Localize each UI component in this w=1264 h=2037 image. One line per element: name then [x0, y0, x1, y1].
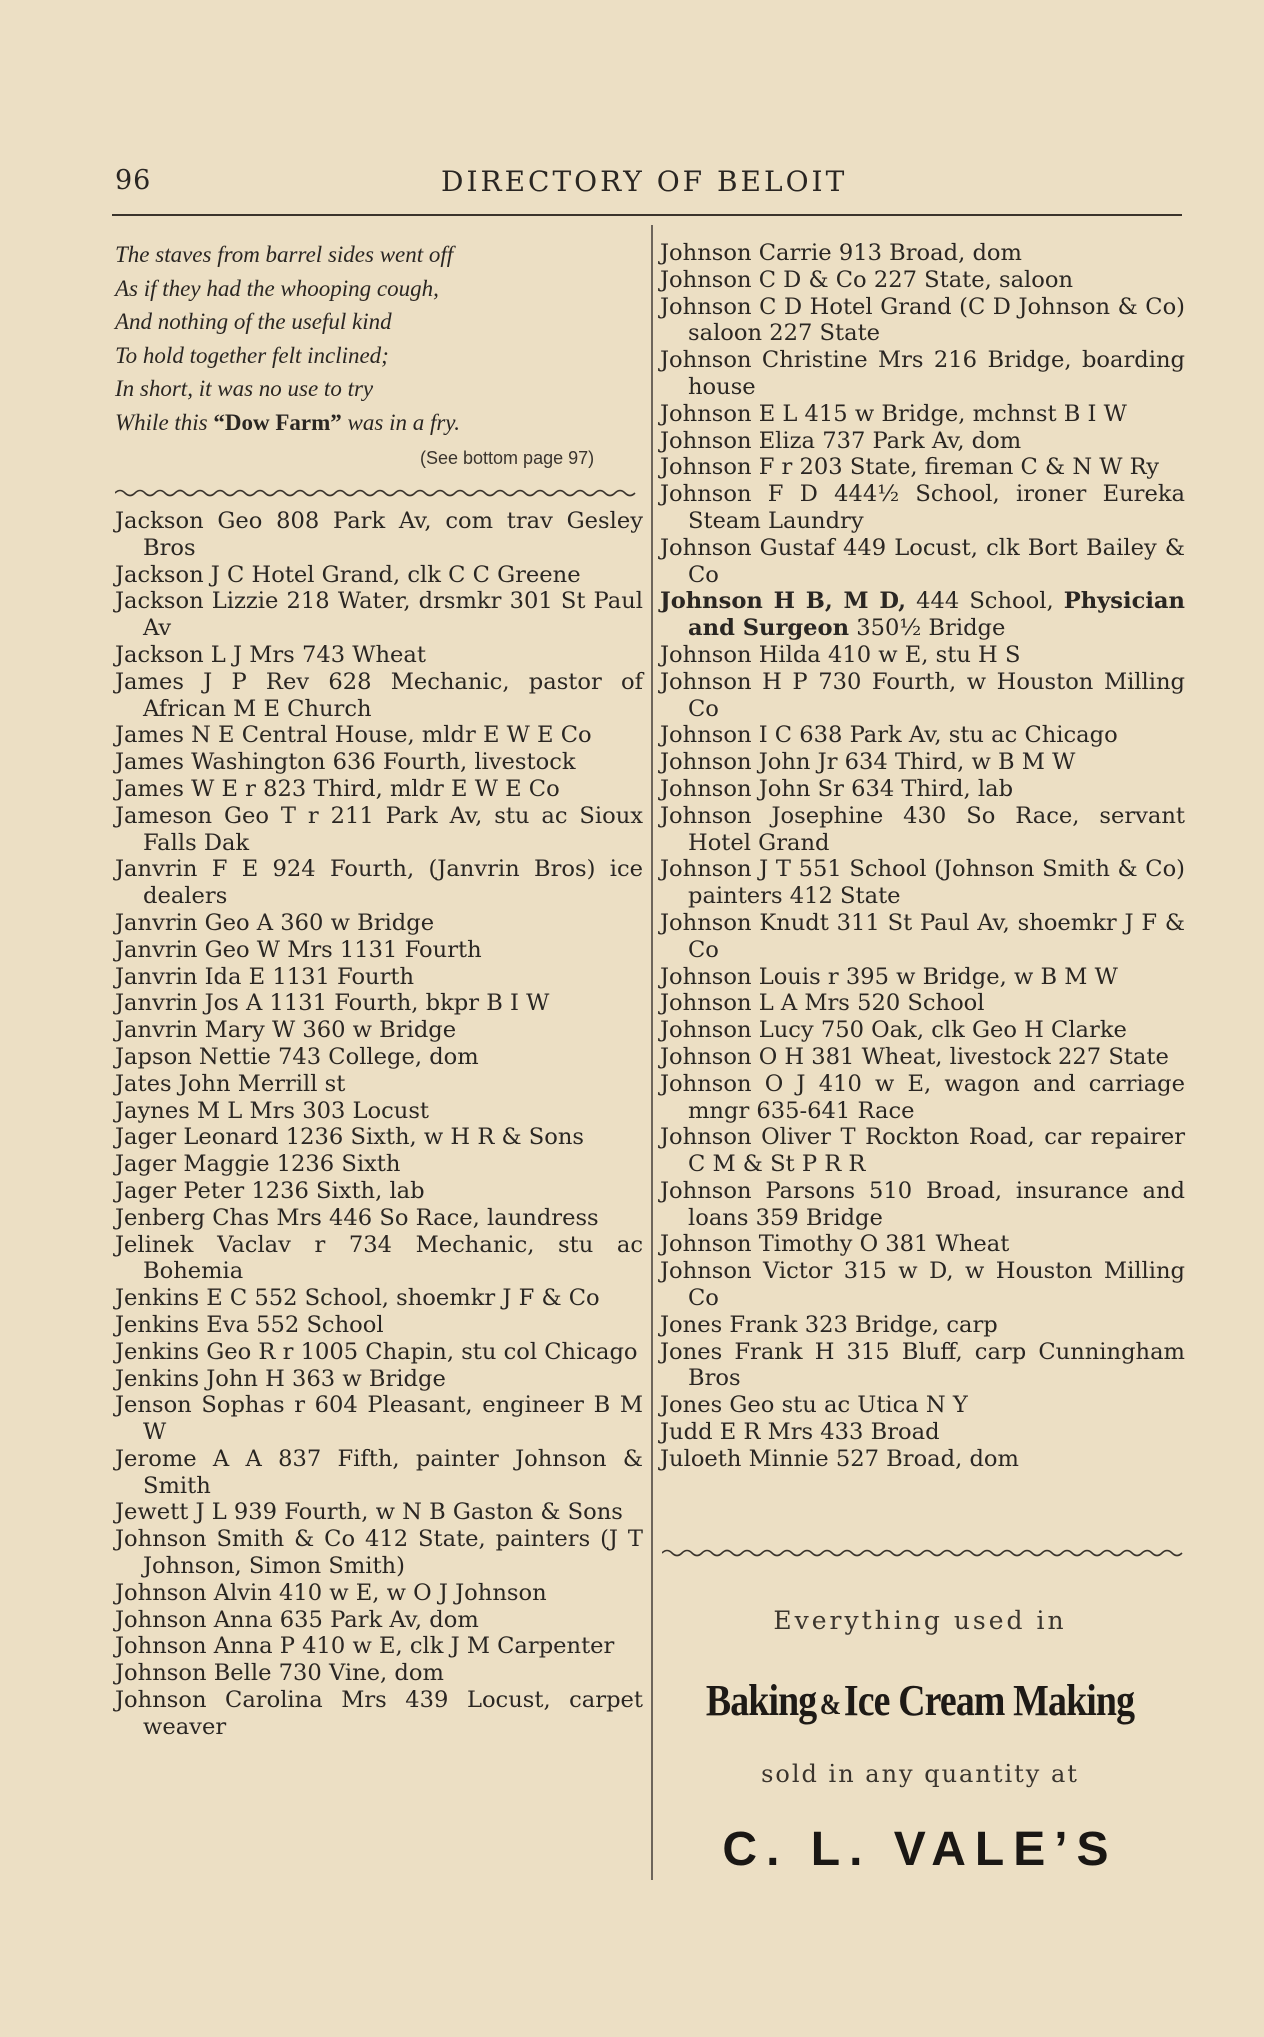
right-column: [660, 240, 1185, 1473]
page-header: [115, 165, 1185, 205]
poem-last-suffix: was in a fry.: [347, 409, 460, 435]
directory-entry: Johnson Parsons 510 Broad, insurance and loans 359 Bridge: [660, 1177, 1185, 1231]
page-title: DIRECTORY OF BELOIT: [441, 165, 848, 198]
ad-ice-cream-text: Ice Cream Making: [843, 1676, 1135, 1725]
directory-entry: Jackson Geo 808 Park Av, com trav Gesley Bros: [115, 508, 643, 561]
directory-entry: Johnson Louis r 395 w Bridge, w B M W: [660, 963, 1118, 990]
right-entries-top: [660, 240, 1185, 588]
directory-entry: Johnson J T 551 School (Johnson Smith & Co) painters 412 State: [660, 856, 1185, 910]
directory-entry: Johnson Anna 635 Park Av, dom: [115, 1606, 479, 1633]
directory-entry: Johnson L A Mrs 520 School: [660, 990, 985, 1017]
directory-entry: Jenkins John H 363 w Bridge: [115, 1365, 446, 1392]
ad-line-vales: C. L. VALE’S: [722, 1823, 1118, 1876]
directory-entry: James Washington 636 Fourth, livestock: [115, 749, 576, 776]
header-rule: [112, 214, 1182, 216]
directory-entry: Janvrin Geo A 360 w Bridge: [115, 909, 435, 936]
directory-entry: Japson Nettie 743 College, dom: [115, 1043, 479, 1070]
directory-entry: Johnson Knudt 311 St Paul Av, shoemkr J F & Co: [660, 909, 1185, 963]
directory-entry: Jackson J C Hotel Grand, clk C C Greene: [115, 561, 581, 588]
poem-line: To hold together felt inclined;: [115, 342, 389, 368]
page-number: 96: [115, 165, 152, 196]
directory-entry: Jenkins Geo R r 1005 Chapin, stu col Chicago: [115, 1338, 638, 1365]
directory-entry: Johnson John Jr 634 Third, w B M W: [660, 749, 1076, 776]
directory-entry: Jates John Merrill st: [115, 1070, 346, 1097]
column-divider: [651, 225, 653, 1880]
ornament-wave-right: [662, 1548, 1184, 1558]
ad-baking-text: Baking: [705, 1676, 817, 1725]
directory-entry: Janvrin Jos A 1131 Fourth, bkpr B I W: [115, 990, 550, 1017]
directory-entry: Jaynes M L Mrs 303 Locust: [115, 1097, 429, 1124]
directory-entry: Juloeth Minnie 527 Broad, dom: [660, 1445, 1019, 1472]
bold-entry-name: Johnson H B, M D,: [660, 588, 906, 615]
directory-entry: Johnson Smith & Co 412 State, painters (J T Johnson, Simon Smith): [115, 1526, 643, 1580]
directory-entry: Johnson F r 203 State, fireman C & N W Ry: [660, 454, 1160, 481]
directory-entry: Johnson Oliver T Rockton Road, car repairer C M & St P R R: [660, 1124, 1185, 1178]
directory-entry: Jones Frank H 315 Bluff, carp Cunningham Bros: [660, 1338, 1185, 1392]
directory-entry: Jenkins E C 552 School, shoemkr J F & Co: [115, 1285, 600, 1312]
directory-entry: Janvrin Geo W Mrs 1131 Fourth: [115, 936, 482, 963]
ad-line-baking: [692, 1675, 1148, 1726]
poem-line: In short, it was no use to try: [115, 376, 374, 401]
directory-entry: James W E r 823 Third, mldr E W E Co: [115, 775, 560, 802]
directory-entry: Jameson Geo T r 211 Park Av, stu ac Sioux Falls Dak: [115, 802, 643, 856]
ad-line-everything: Everything used in: [773, 1606, 1067, 1635]
directory-entry: Jones Geo stu ac Utica N Y: [660, 1392, 968, 1419]
directory-entry: Johnson Victor 315 w D, w Houston Milling Co: [660, 1258, 1185, 1312]
poem-block: [115, 238, 643, 439]
directory-entry: Janvrin Mary W 360 w Bridge: [115, 1017, 457, 1044]
ad-line-sold: sold in any quantity at: [761, 1760, 1079, 1788]
see-page-note: (See bottom page 97): [420, 448, 595, 468]
poem-line: The staves from barrel sides went off: [115, 242, 454, 267]
directory-entry: Janvrin Ida E 1131 Fourth: [115, 963, 415, 990]
directory-entry: Johnson Anna P 410 w E, clk J M Carpenter: [115, 1633, 615, 1660]
directory-entry: Johnson Gustaf 449 Locust, clk Bort Bailey & Co: [660, 534, 1185, 588]
ampersand-ornament-icon: &: [819, 1687, 841, 1721]
vale-advertisement: [655, 1590, 1185, 1877]
directory-entry: Jenkins Eva 552 School: [115, 1311, 384, 1338]
right-entries-bottom: [660, 642, 1185, 1473]
directory-entry: Johnson O J 410 w E, wagon and carriage mngr 635-641 Race: [660, 1070, 1185, 1124]
directory-entry: Judd E R Mrs 433 Broad: [660, 1419, 940, 1446]
directory-entry: Jager Maggie 1236 Sixth: [115, 1151, 401, 1178]
directory-entry: Jager Peter 1236 Sixth, lab: [115, 1177, 425, 1204]
directory-entry: Jager Leonard 1236 Sixth, w H R & Sons: [115, 1124, 585, 1151]
directory-entry: Johnson Josephine 430 So Race, servant Hotel Grand: [660, 802, 1185, 856]
directory-entry: Johnson C D & Co 227 State, saloon: [660, 266, 1074, 293]
poem-line: And nothing of the useful kind: [115, 309, 392, 334]
directory-entry: Janvrin F E 924 Fourth, (Janvrin Bros) ice dealers: [115, 856, 643, 910]
directory-entry: Johnson Lucy 750 Oak, clk Geo H Clarke: [660, 1017, 1127, 1044]
directory-entry: Johnson Belle 730 Vine, dom: [115, 1660, 444, 1687]
directory-entry: Jackson Lizzie 218 Water, drsmkr 301 St Paul Av: [115, 588, 643, 642]
directory-entry: Jenberg Chas Mrs 446 So Race, laundress: [115, 1204, 599, 1231]
poem-last-prefix: While this: [115, 409, 208, 435]
directory-entry: Johnson I C 638 Park Av, stu ac Chicago: [660, 722, 1118, 749]
directory-entry: James N E Central House, mldr E W E Co: [115, 722, 592, 749]
directory-entry: Jerome A A 837 Fifth, painter Johnson & Smith: [115, 1445, 643, 1499]
directory-entry: Jenson Sophas r 604 Pleasant, engineer B M W: [115, 1392, 643, 1446]
directory-entry: Jewett J L 939 Fourth, w N B Gaston & Sons: [115, 1499, 623, 1526]
bold-entry-mid: 444 School,: [905, 588, 1064, 615]
directory-entry: Johnson O H 381 Wheat, livestock 227 State: [660, 1043, 1169, 1070]
bold-entry-occupation: Physician and Surgeon: [688, 588, 1185, 642]
directory-entry-bold: [660, 588, 1185, 642]
directory-entry: Jackson L J Mrs 743 Wheat: [115, 641, 426, 668]
directory-entry: Johnson Timothy O 381 Wheat: [660, 1231, 1010, 1258]
poem-last-bold: “Dow Farm”: [213, 409, 342, 435]
ornament-wave-left: [115, 488, 640, 498]
poem-line: As if they had the whooping cough,: [115, 275, 439, 301]
left-column: [115, 508, 643, 1741]
directory-entry: Johnson John Sr 634 Third, lab: [660, 775, 1014, 802]
directory-entry: Jelinek Vaclav r 734 Mechanic, stu ac Bohemia: [115, 1231, 643, 1285]
directory-entry: Johnson Hilda 410 w E, stu H S: [660, 641, 1021, 668]
directory-entry: Johnson Christine Mrs 216 Bridge, boarding house: [660, 347, 1185, 400]
directory-entry: Johnson F D 444½ School, ironer Eureka Steam Laundry: [660, 481, 1185, 534]
directory-entry: Johnson Carolina Mrs 439 Locust, carpet weaver: [115, 1687, 643, 1740]
directory-entry: Johnson C D Hotel Grand (C D Johnson & Co) saloon 227 State: [660, 293, 1185, 347]
directory-entry: Johnson Alvin 410 w E, w O J Johnson: [115, 1579, 547, 1606]
directory-entry: James J P Rev 628 Mechanic, pastor of African M E Church: [115, 668, 643, 722]
directory-entry: Johnson Eliza 737 Park Av, dom: [660, 427, 1022, 454]
directory-entry: Jones Frank 323 Bridge, carp: [660, 1311, 998, 1338]
bold-entry-tail: 350½ Bridge: [849, 615, 1006, 642]
directory-entry: Johnson E L 415 w Bridge, mchnst B I W: [660, 400, 1127, 427]
directory-entry: Johnson H P 730 Fourth, w Houston Milling Co: [660, 668, 1185, 722]
poem-last-line: [115, 406, 643, 440]
directory-entry: Johnson Carrie 913 Broad, dom: [660, 240, 1022, 266]
